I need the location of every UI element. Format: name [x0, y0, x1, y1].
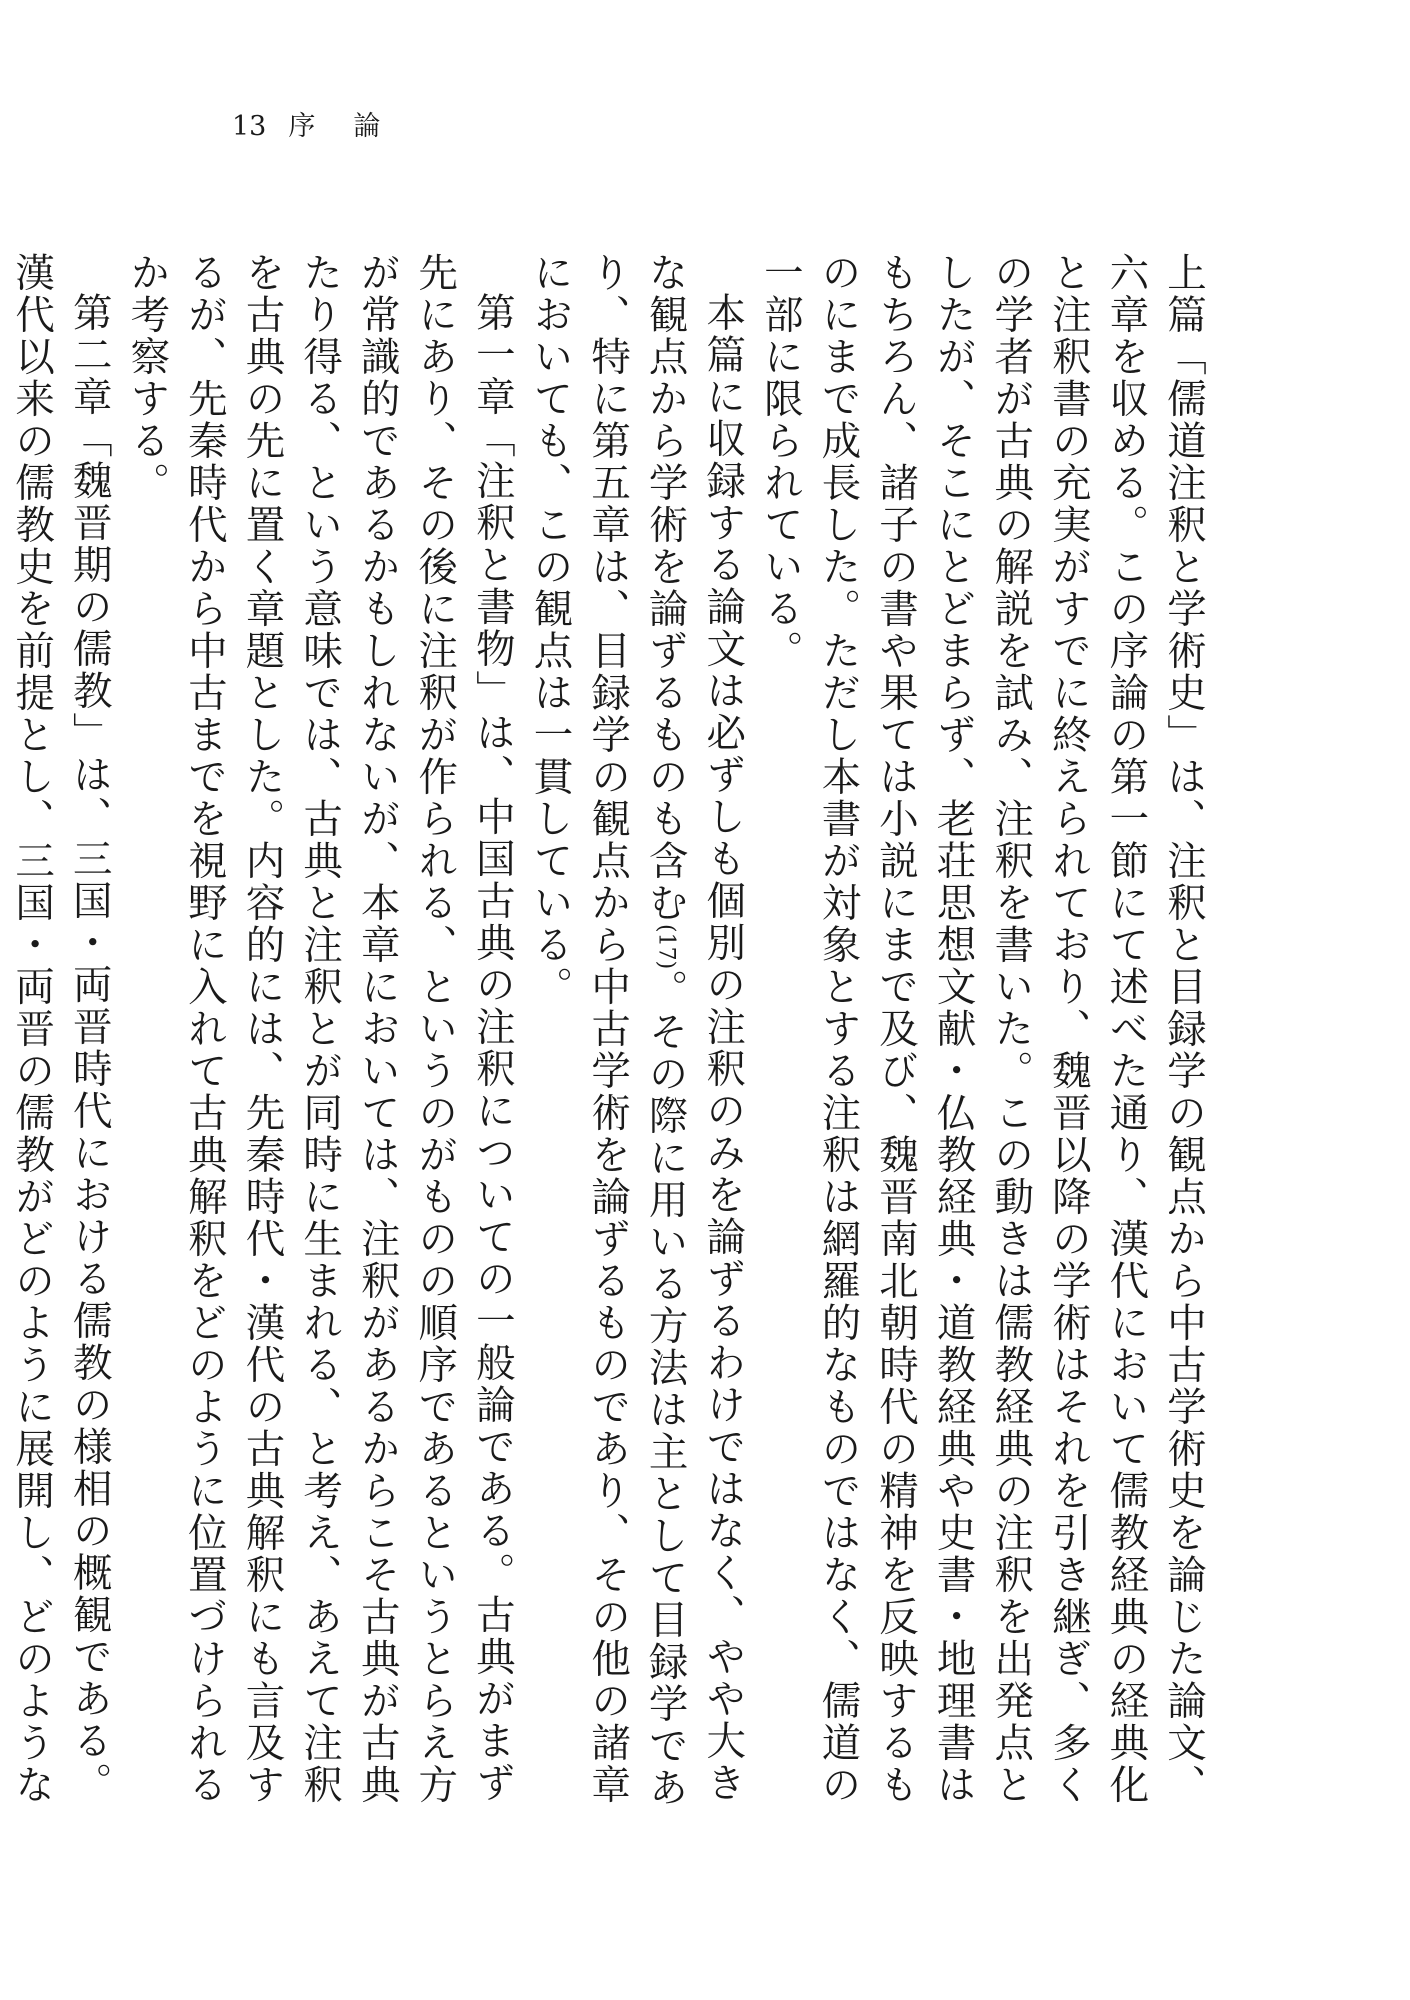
- running-header: [232, 104, 380, 143]
- paragraph-2: [521, 252, 751, 1832]
- body-text: [9, 252, 1212, 1832]
- header-title-part-2: 論: [353, 111, 381, 142]
- paragraph-4: 第二章「魏晋期の儒教」は、三国・両晋時代における儒教の様相の概観である。漢代以来の儒教史を前提とし、三国・両晋の儒教がどのように展開し、どのような: [9, 252, 113, 1806]
- paragraph-1: 上篇「儒道注釈と学術史」は、注釈と目録学の観点から中古学術史を論じた論文、六章を収める。この序論の第一節にて述べた通り、漢代において儒教経典の経典化と注釈書の充実がすでに終えられており、魏晋以降の学術はそれを引き継ぎ、多くの学者が古典の解説を試み、注釈を書いた。この動きは儒教経典の注釈を出発点としたが、そこにとどまらず、老荘思想文献・仏教経典・道教経典や史書・地理書はもちろん、諸子の書や果ては小説にまで及び、魏晋南北朝時代の精神を反映するものにまで成長した。ただし本書が対象とする注釈は網羅的なものではなく、儒道の一部に限られている。: [757, 252, 1207, 1806]
- page-number: 13: [232, 111, 267, 142]
- paragraph-3: 第一章「注釈と書物」は、中国古典の注釈についての一般論である。古典がまず先にあり、その後に注釈が作られる、というのがものの順序であるというとらえ方が常識的であるかもしれないが、本章においては、注釈があるからこそ古典が古典たり得る、という意味では、古典と注釈とが同時に生まれる、と考え、あえて注釈を古典の先に置く章題とした。内容的には、先秦時代・漢代の古典解釈にも言及するが、先秦時代から中古までを視野に入れて古典解釈をどのように位置づけられるか考察する。: [124, 252, 516, 1806]
- header-title-part-1: 序: [288, 111, 316, 142]
- paragraph-2-text: 本篇に収録する論文は必ずしも個別の注釈のみを論ずるわけではなく、やや大きな観点から学術を論ずるものも含む(17)。その際に用いる方法は主として目録学であり、特に第五章は、目録学の観点から中古学術を論ずるものであり、その他の諸章においても、この観点は一貫している。: [527, 252, 747, 1810]
- endnote-marker: (17): [653, 924, 679, 970]
